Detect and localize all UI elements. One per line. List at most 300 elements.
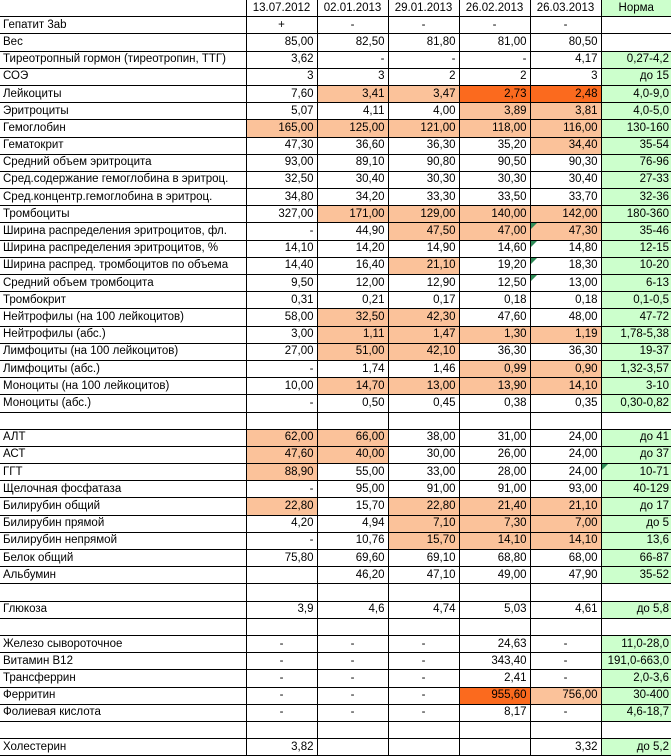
norm-cell[interactable]: 2,0-3,6 <box>601 670 671 687</box>
value-cell[interactable]: 12,90 <box>388 275 459 292</box>
value-cell[interactable]: 171,00 <box>317 206 388 223</box>
value-cell[interactable]: 14,20 <box>317 240 388 257</box>
value-cell[interactable]: - <box>246 532 317 549</box>
value-cell[interactable]: 1,46 <box>388 360 459 377</box>
value-cell[interactable]: 48,00 <box>530 309 601 326</box>
norm-cell[interactable]: 10-71 <box>601 464 671 481</box>
value-cell[interactable]: 30,00 <box>388 446 459 463</box>
value-cell[interactable]: 165,00 <box>246 120 317 137</box>
value-cell[interactable]: 34,40 <box>530 137 601 154</box>
value-cell[interactable]: 30,40 <box>530 171 601 188</box>
value-cell[interactable]: 68,00 <box>530 550 601 567</box>
value-cell[interactable]: 58,00 <box>246 309 317 326</box>
value-cell[interactable]: - <box>459 51 530 68</box>
value-cell[interactable]: 0,50 <box>317 395 388 412</box>
value-cell[interactable]: - <box>317 17 388 34</box>
value-cell[interactable] <box>317 584 388 601</box>
norm-cell[interactable]: 1,32-3,57 <box>601 360 671 377</box>
value-cell[interactable]: 14,40 <box>246 257 317 274</box>
value-cell[interactable]: 27,00 <box>246 343 317 360</box>
value-cell[interactable]: 47,50 <box>388 223 459 240</box>
row-label[interactable]: Сред.концентр.гемоглобина в эритроц. <box>0 189 246 206</box>
norm-cell[interactable] <box>601 721 671 738</box>
row-label[interactable]: Билирубин прямой <box>0 515 246 532</box>
value-cell[interactable]: - <box>459 17 530 34</box>
value-cell[interactable]: 7,10 <box>388 515 459 532</box>
value-cell[interactable]: 36,30 <box>459 343 530 360</box>
value-cell[interactable]: 21,40 <box>459 498 530 515</box>
value-cell[interactable]: - <box>246 670 317 687</box>
value-cell[interactable]: 93,00 <box>530 481 601 498</box>
value-cell[interactable]: 47,30 <box>530 223 601 240</box>
value-cell[interactable]: - <box>530 653 601 670</box>
value-cell[interactable]: - <box>246 395 317 412</box>
value-cell[interactable]: 2,41 <box>459 670 530 687</box>
norm-cell[interactable]: 12-15 <box>601 240 671 257</box>
value-cell[interactable]: - <box>388 687 459 704</box>
value-cell[interactable]: 0,17 <box>388 292 459 309</box>
norm-cell[interactable]: 13,6 <box>601 532 671 549</box>
norm-cell[interactable]: до 15 <box>601 68 671 85</box>
value-cell[interactable]: 42,30 <box>388 309 459 326</box>
row-label[interactable]: Трансферрин <box>0 670 246 687</box>
value-cell[interactable]: 82,50 <box>317 34 388 51</box>
value-cell[interactable]: 121,00 <box>388 120 459 137</box>
value-cell[interactable] <box>459 584 530 601</box>
value-cell[interactable]: - <box>246 635 317 652</box>
norm-cell[interactable]: до 5 <box>601 515 671 532</box>
value-cell[interactable]: 125,00 <box>317 120 388 137</box>
norm-cell[interactable]: 10-20 <box>601 257 671 274</box>
value-cell[interactable]: 68,80 <box>459 550 530 567</box>
value-cell[interactable]: 49,00 <box>459 567 530 584</box>
norm-cell[interactable]: 0,27-4,2 <box>601 51 671 68</box>
value-cell[interactable]: 33,50 <box>459 189 530 206</box>
value-cell[interactable]: 22,80 <box>388 498 459 515</box>
value-cell[interactable]: 47,60 <box>459 309 530 326</box>
value-cell[interactable]: - <box>246 687 317 704</box>
value-cell[interactable]: 90,50 <box>459 154 530 171</box>
value-cell[interactable]: 81,00 <box>459 34 530 51</box>
value-cell[interactable]: 3 <box>246 68 317 85</box>
value-cell[interactable] <box>317 739 388 756</box>
value-cell[interactable]: 24,00 <box>530 429 601 446</box>
value-cell[interactable]: 36,60 <box>317 137 388 154</box>
value-cell[interactable]: 14,10 <box>246 240 317 257</box>
value-cell[interactable]: 0,31 <box>246 292 317 309</box>
value-cell[interactable]: 1,47 <box>388 326 459 343</box>
value-cell[interactable]: 1,19 <box>530 326 601 343</box>
norm-cell[interactable]: 0,1-0,5 <box>601 292 671 309</box>
row-label[interactable]: Гепатит 3ab <box>0 17 246 34</box>
norm-cell[interactable]: 191,0-663,0 <box>601 653 671 670</box>
value-cell[interactable] <box>388 739 459 756</box>
value-cell[interactable]: 34,20 <box>317 189 388 206</box>
value-cell[interactable]: 10,76 <box>317 532 388 549</box>
value-cell[interactable]: 14,80 <box>530 240 601 257</box>
row-label[interactable]: Тромбокрит <box>0 292 246 309</box>
value-cell[interactable]: 21,10 <box>530 498 601 515</box>
row-label[interactable]: Нейтрофилы (на 100 лейкоцитов) <box>0 309 246 326</box>
norm-cell[interactable]: 35-52 <box>601 567 671 584</box>
value-cell[interactable]: - <box>317 687 388 704</box>
norm-cell[interactable]: 3-10 <box>601 378 671 395</box>
value-cell[interactable]: - <box>317 51 388 68</box>
row-label[interactable]: Лимфоциты (абс.) <box>0 360 246 377</box>
norm-cell[interactable]: 35-46 <box>601 223 671 240</box>
value-cell[interactable]: 2,48 <box>530 85 601 102</box>
value-cell[interactable]: 75,80 <box>246 550 317 567</box>
value-cell[interactable] <box>459 739 530 756</box>
value-cell[interactable]: 88,90 <box>246 464 317 481</box>
value-cell[interactable]: - <box>246 653 317 670</box>
norm-cell[interactable]: 40-129 <box>601 481 671 498</box>
norm-cell[interactable]: 0,30-0,82 <box>601 395 671 412</box>
value-cell[interactable]: 2 <box>459 68 530 85</box>
value-cell[interactable]: 14,10 <box>459 532 530 549</box>
norm-cell[interactable]: 35-54 <box>601 137 671 154</box>
value-cell[interactable]: 28,00 <box>459 464 530 481</box>
value-cell[interactable]: 46,20 <box>317 567 388 584</box>
value-cell[interactable] <box>246 618 317 635</box>
value-cell[interactable]: 66,00 <box>317 429 388 446</box>
row-label[interactable]: АСТ <box>0 446 246 463</box>
row-label[interactable]: Билирубин общий <box>0 498 246 515</box>
row-label[interactable]: ГГТ <box>0 464 246 481</box>
row-label[interactable]: Тромбоциты <box>0 206 246 223</box>
header-date-3[interactable]: 29.01.2013 <box>388 0 459 17</box>
value-cell[interactable]: 2 <box>388 68 459 85</box>
value-cell[interactable]: 26,00 <box>459 446 530 463</box>
value-cell[interactable]: 14,70 <box>317 378 388 395</box>
value-cell[interactable]: 3,89 <box>459 103 530 120</box>
value-cell[interactable]: 93,00 <box>246 154 317 171</box>
value-cell[interactable]: 51,00 <box>317 343 388 360</box>
value-cell[interactable]: 34,80 <box>246 189 317 206</box>
value-cell[interactable]: 91,00 <box>459 481 530 498</box>
norm-cell[interactable]: 76-96 <box>601 154 671 171</box>
value-cell[interactable]: 33,30 <box>388 189 459 206</box>
value-cell[interactable]: - <box>317 653 388 670</box>
value-cell[interactable] <box>246 584 317 601</box>
value-cell[interactable]: 33,00 <box>388 464 459 481</box>
norm-cell[interactable]: 130-160 <box>601 120 671 137</box>
value-cell[interactable]: - <box>246 704 317 721</box>
value-cell[interactable]: - <box>530 704 601 721</box>
norm-cell[interactable] <box>601 412 671 429</box>
value-cell[interactable] <box>459 721 530 738</box>
value-cell[interactable]: 55,00 <box>317 464 388 481</box>
value-cell[interactable] <box>530 412 601 429</box>
value-cell[interactable] <box>388 412 459 429</box>
value-cell[interactable]: 3,81 <box>530 103 601 120</box>
value-cell[interactable]: 4,6 <box>317 601 388 618</box>
row-label[interactable]: Ширина распределения эритроцитов, % <box>0 240 246 257</box>
value-cell[interactable] <box>388 618 459 635</box>
value-cell[interactable]: 0,18 <box>530 292 601 309</box>
row-label[interactable]: Ширина распределения эритроцитов, фл. <box>0 223 246 240</box>
value-cell[interactable]: 3,47 <box>388 85 459 102</box>
value-cell[interactable]: 0,90 <box>530 360 601 377</box>
row-label[interactable]: Ширина распред. тромбоцитов по объема <box>0 257 246 274</box>
value-cell[interactable]: 0,38 <box>459 395 530 412</box>
value-cell[interactable]: 69,10 <box>388 550 459 567</box>
value-cell[interactable]: 90,80 <box>388 154 459 171</box>
value-cell[interactable]: 2,73 <box>459 85 530 102</box>
header-date-4[interactable]: 26.02.2013 <box>459 0 530 17</box>
row-label[interactable]: Белок общий <box>0 550 246 567</box>
value-cell[interactable]: 14,10 <box>530 378 601 395</box>
norm-cell[interactable]: до 5,8 <box>601 601 671 618</box>
value-cell[interactable]: 1,74 <box>317 360 388 377</box>
value-cell[interactable]: 0,18 <box>459 292 530 309</box>
value-cell[interactable]: 0,99 <box>459 360 530 377</box>
value-cell[interactable]: 5,07 <box>246 103 317 120</box>
value-cell[interactable]: - <box>246 481 317 498</box>
value-cell[interactable]: 44,90 <box>317 223 388 240</box>
value-cell[interactable]: 21,10 <box>388 257 459 274</box>
value-cell[interactable]: 47,10 <box>388 567 459 584</box>
value-cell[interactable]: 85,00 <box>246 34 317 51</box>
row-label[interactable] <box>0 412 246 429</box>
value-cell[interactable]: 9,50 <box>246 275 317 292</box>
row-label[interactable]: Вес <box>0 34 246 51</box>
row-label[interactable]: Средний объем тромбоцита <box>0 275 246 292</box>
row-label[interactable] <box>0 721 246 738</box>
value-cell[interactable]: 12,50 <box>459 275 530 292</box>
value-cell[interactable]: 31,00 <box>459 429 530 446</box>
row-label[interactable]: Моноциты (абс.) <box>0 395 246 412</box>
row-label[interactable]: Лимфоциты (на 100 лейкоцитов) <box>0 343 246 360</box>
norm-cell[interactable] <box>601 34 671 51</box>
value-cell[interactable]: - <box>246 223 317 240</box>
value-cell[interactable]: 0,45 <box>388 395 459 412</box>
value-cell[interactable]: - <box>388 704 459 721</box>
value-cell[interactable]: 32,50 <box>317 309 388 326</box>
row-label[interactable]: Билирубин непрямой <box>0 532 246 549</box>
value-cell[interactable]: 18,30 <box>530 257 601 274</box>
value-cell[interactable]: - <box>530 635 601 652</box>
value-cell[interactable]: 3 <box>317 68 388 85</box>
value-cell[interactable] <box>530 618 601 635</box>
value-cell[interactable] <box>246 412 317 429</box>
value-cell[interactable] <box>530 721 601 738</box>
value-cell[interactable]: 140,00 <box>459 206 530 223</box>
norm-cell[interactable]: 4,0-5,0 <box>601 103 671 120</box>
value-cell[interactable]: 4,11 <box>317 103 388 120</box>
value-cell[interactable]: - <box>246 360 317 377</box>
value-cell[interactable]: - <box>317 670 388 687</box>
value-cell[interactable]: 81,80 <box>388 34 459 51</box>
value-cell[interactable]: 3,32 <box>530 739 601 756</box>
value-cell[interactable]: - <box>388 51 459 68</box>
value-cell[interactable] <box>459 412 530 429</box>
value-cell[interactable]: 13,00 <box>530 275 601 292</box>
value-cell[interactable]: - <box>388 653 459 670</box>
value-cell[interactable]: 33,70 <box>530 189 601 206</box>
value-cell[interactable] <box>459 618 530 635</box>
value-cell[interactable]: 47,60 <box>246 446 317 463</box>
value-cell[interactable]: 4,17 <box>530 51 601 68</box>
value-cell[interactable]: 116,00 <box>530 120 601 137</box>
value-cell[interactable]: 756,00 <box>530 687 601 704</box>
norm-cell[interactable]: 4,0-9,0 <box>601 85 671 102</box>
value-cell[interactable]: 15,70 <box>388 532 459 549</box>
row-label[interactable]: АЛТ <box>0 429 246 446</box>
value-cell[interactable]: 1,30 <box>459 326 530 343</box>
value-cell[interactable] <box>246 567 317 584</box>
value-cell[interactable]: 38,00 <box>388 429 459 446</box>
value-cell[interactable]: - <box>317 635 388 652</box>
value-cell[interactable]: - <box>388 670 459 687</box>
value-cell[interactable] <box>530 584 601 601</box>
value-cell[interactable]: 4,20 <box>246 515 317 532</box>
value-cell[interactable]: 35,20 <box>459 137 530 154</box>
value-cell[interactable] <box>317 721 388 738</box>
value-cell[interactable]: 4,00 <box>388 103 459 120</box>
value-cell[interactable]: 24,00 <box>530 464 601 481</box>
value-cell[interactable]: 24,63 <box>459 635 530 652</box>
value-cell[interactable]: 129,00 <box>388 206 459 223</box>
norm-cell[interactable]: до 5,2 <box>601 739 671 756</box>
norm-cell[interactable]: 66-87 <box>601 550 671 567</box>
header-date-1[interactable]: 13.07.2012 <box>246 0 317 17</box>
value-cell[interactable]: 62,00 <box>246 429 317 446</box>
row-label[interactable]: Альбумин <box>0 567 246 584</box>
value-cell[interactable]: 7,00 <box>530 515 601 532</box>
value-cell[interactable]: 22,80 <box>246 498 317 515</box>
row-label[interactable]: Эритроциты <box>0 103 246 120</box>
value-cell[interactable]: 89,10 <box>317 154 388 171</box>
norm-cell[interactable] <box>601 17 671 34</box>
row-label[interactable]: Гематокрит <box>0 137 246 154</box>
norm-cell[interactable] <box>601 618 671 635</box>
value-cell[interactable]: 10,00 <box>246 378 317 395</box>
row-label[interactable] <box>0 584 246 601</box>
value-cell[interactable]: - <box>317 704 388 721</box>
value-cell[interactable]: 13,90 <box>459 378 530 395</box>
value-cell[interactable]: 3 <box>530 68 601 85</box>
row-label[interactable]: Щелочная фосфатаза <box>0 481 246 498</box>
row-label[interactable]: Нейтрофилы (абс.) <box>0 326 246 343</box>
value-cell[interactable]: 30,40 <box>317 171 388 188</box>
value-cell[interactable]: 0,21 <box>317 292 388 309</box>
norm-cell[interactable]: 4,6-18,7 <box>601 704 671 721</box>
value-cell[interactable]: 3,41 <box>317 85 388 102</box>
value-cell[interactable]: 13,00 <box>388 378 459 395</box>
value-cell[interactable]: 91,00 <box>388 481 459 498</box>
value-cell[interactable]: 4,94 <box>317 515 388 532</box>
value-cell[interactable]: 95,00 <box>317 481 388 498</box>
value-cell[interactable]: 3,62 <box>246 51 317 68</box>
norm-cell[interactable]: до 17 <box>601 498 671 515</box>
value-cell[interactable]: 5,03 <box>459 601 530 618</box>
norm-cell[interactable]: до 37 <box>601 446 671 463</box>
value-cell[interactable]: 3,82 <box>246 739 317 756</box>
value-cell[interactable]: 1,11 <box>317 326 388 343</box>
row-label[interactable]: Тиреотропный гормон (тиреотропин, ТТГ) <box>0 51 246 68</box>
value-cell[interactable]: 40,00 <box>317 446 388 463</box>
norm-cell[interactable]: 11,0-28,0 <box>601 635 671 652</box>
value-cell[interactable]: 14,90 <box>388 240 459 257</box>
value-cell[interactable]: 19,20 <box>459 257 530 274</box>
value-cell[interactable]: 36,30 <box>530 343 601 360</box>
norm-cell[interactable]: 47-72 <box>601 309 671 326</box>
value-cell[interactable]: - <box>388 635 459 652</box>
row-label[interactable]: Лейкоциты <box>0 85 246 102</box>
value-cell[interactable]: 15,70 <box>317 498 388 515</box>
value-cell[interactable]: 327,00 <box>246 206 317 223</box>
value-cell[interactable]: 36,30 <box>388 137 459 154</box>
row-label[interactable]: Средний объем эритроцита <box>0 154 246 171</box>
row-label[interactable]: Фолиевая кислота <box>0 704 246 721</box>
row-label[interactable]: Холестерин <box>0 739 246 756</box>
value-cell[interactable]: 7,30 <box>459 515 530 532</box>
value-cell[interactable]: 4,74 <box>388 601 459 618</box>
value-cell[interactable]: 955,60 <box>459 687 530 704</box>
norm-cell[interactable]: 19-37 <box>601 343 671 360</box>
norm-cell[interactable]: 1,78-5,38 <box>601 326 671 343</box>
value-cell[interactable]: 42,10 <box>388 343 459 360</box>
value-cell[interactable] <box>388 584 459 601</box>
header-norm[interactable]: Норма <box>601 0 671 17</box>
row-label[interactable]: Ферритин <box>0 687 246 704</box>
row-label[interactable]: Моноциты (на 100 лейкоцитов) <box>0 378 246 395</box>
row-label[interactable]: Гемоглобин <box>0 120 246 137</box>
norm-cell[interactable]: 6-13 <box>601 275 671 292</box>
header-date-2[interactable]: 02.01.2013 <box>317 0 388 17</box>
row-label[interactable]: Сред.содержание гемоглобина в эритроц. <box>0 171 246 188</box>
value-cell[interactable]: 343,40 <box>459 653 530 670</box>
value-cell[interactable]: 80,50 <box>530 34 601 51</box>
value-cell[interactable] <box>317 618 388 635</box>
norm-cell[interactable]: до 41 <box>601 429 671 446</box>
value-cell[interactable]: 0,35 <box>530 395 601 412</box>
norm-cell[interactable] <box>601 584 671 601</box>
value-cell[interactable]: 90,30 <box>530 154 601 171</box>
value-cell[interactable]: 30,30 <box>459 171 530 188</box>
value-cell[interactable]: 30,30 <box>388 171 459 188</box>
value-cell[interactable]: 7,60 <box>246 85 317 102</box>
value-cell[interactable]: - <box>530 670 601 687</box>
value-cell[interactable]: 32,50 <box>246 171 317 188</box>
value-cell[interactable]: 4,61 <box>530 601 601 618</box>
value-cell[interactable] <box>317 412 388 429</box>
value-cell[interactable]: 24,00 <box>530 446 601 463</box>
value-cell[interactable] <box>388 721 459 738</box>
value-cell[interactable]: 14,60 <box>459 240 530 257</box>
value-cell[interactable]: 14,10 <box>530 532 601 549</box>
value-cell[interactable]: 3,9 <box>246 601 317 618</box>
norm-cell[interactable]: 30-400 <box>601 687 671 704</box>
value-cell[interactable]: 47,90 <box>530 567 601 584</box>
value-cell[interactable]: 12,00 <box>317 275 388 292</box>
row-label[interactable]: Железо сывороточное <box>0 635 246 652</box>
header-date-5[interactable]: 26.03.2013 <box>530 0 601 17</box>
row-label[interactable]: Витамин В12 <box>0 653 246 670</box>
row-label[interactable] <box>0 618 246 635</box>
value-cell[interactable]: 69,60 <box>317 550 388 567</box>
norm-cell[interactable]: 27-33 <box>601 171 671 188</box>
value-cell[interactable]: 47,00 <box>459 223 530 240</box>
norm-cell[interactable]: 180-360 <box>601 206 671 223</box>
value-cell[interactable]: 142,00 <box>530 206 601 223</box>
value-cell[interactable]: 118,00 <box>459 120 530 137</box>
value-cell[interactable] <box>246 721 317 738</box>
value-cell[interactable]: - <box>530 17 601 34</box>
norm-cell[interactable]: 32-36 <box>601 189 671 206</box>
value-cell[interactable]: 8,17 <box>459 704 530 721</box>
